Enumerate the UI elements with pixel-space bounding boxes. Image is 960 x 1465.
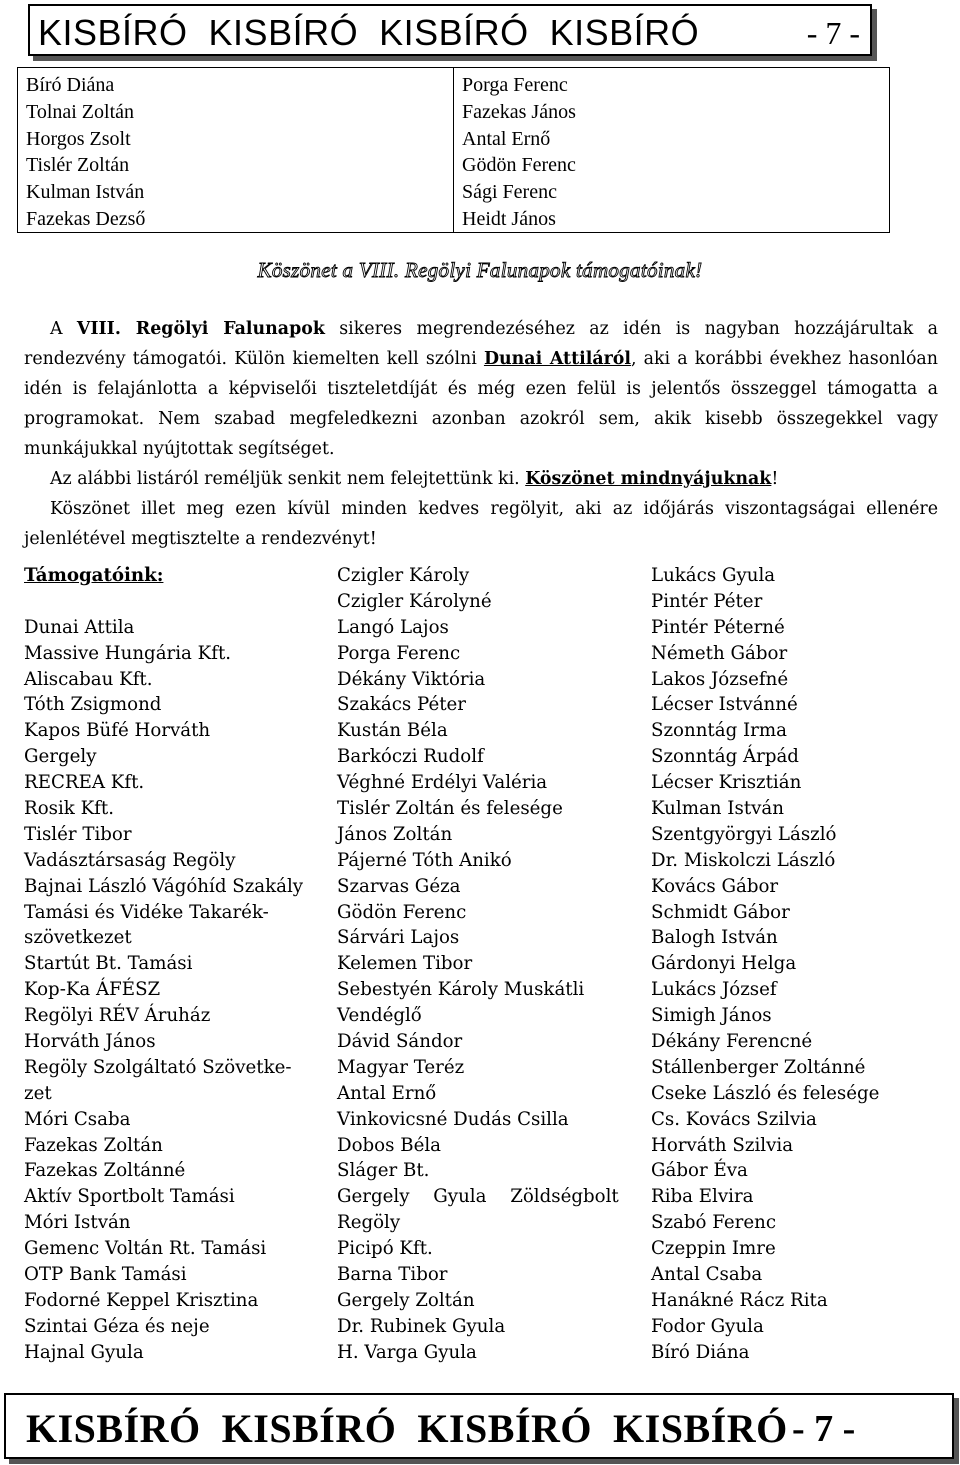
organizers-right-column bbox=[453, 68, 889, 232]
list-item: Horváth Szilvia bbox=[651, 1134, 794, 1156]
footer-title: KISBÍRÓ KISBÍRÓ KISBÍRÓ KISBÍRÓ bbox=[26, 1406, 788, 1451]
organizers-table bbox=[17, 67, 890, 233]
list-item: Simigh János bbox=[651, 1005, 772, 1027]
organizers-left-column bbox=[18, 68, 453, 232]
list-item: zet bbox=[24, 1082, 52, 1104]
list-item: Lukács József bbox=[651, 979, 777, 1001]
list-item: Kulman István bbox=[651, 798, 784, 820]
list-item: Tamási és Vidéke Takarék- bbox=[24, 901, 269, 923]
list-item: RECREA Kft. bbox=[24, 772, 145, 794]
header-banner bbox=[28, 4, 872, 56]
list-item: Dékány Viktória bbox=[337, 668, 486, 690]
list-item: Gergely bbox=[24, 746, 97, 768]
list-item: Horváth János bbox=[24, 1031, 156, 1053]
list-item: Gergely Zoltán bbox=[337, 1289, 475, 1311]
list-item: Lécser Istvánné bbox=[651, 694, 798, 716]
list-item: Aktív Sportbolt Tamási bbox=[24, 1186, 235, 1208]
list-item: Antal Csaba bbox=[651, 1264, 763, 1286]
list-item: Dr. Miskolczi László bbox=[651, 849, 836, 871]
thanks-all: Köszönet mindnyájuknak bbox=[525, 469, 772, 489]
list-item: Gergely Gyula Zöldségbolt bbox=[337, 1186, 619, 1208]
list-item: Balogh István bbox=[651, 927, 778, 949]
list-item: Gemenc Voltán Rt. Tamási bbox=[24, 1238, 267, 1260]
list-item: Gábor Éva bbox=[651, 1160, 748, 1182]
list-item: Bíró Diána bbox=[26, 74, 115, 96]
list-item: Kapos Büfé Horváth bbox=[24, 720, 211, 742]
list-item: Czeppin Imre bbox=[651, 1238, 776, 1260]
list-item: Schmidt Gábor bbox=[651, 901, 790, 923]
list-item: Langó Lajos bbox=[337, 616, 449, 638]
list-item: Barkóczi Rudolf bbox=[337, 746, 484, 768]
list-item: Dobos Béla bbox=[337, 1134, 442, 1156]
list-item: Gödön Ferenc bbox=[462, 154, 576, 177]
list-item: Fodorné Keppel Krisztina bbox=[24, 1289, 259, 1311]
list-item: Fazekas Zoltánné bbox=[24, 1160, 186, 1182]
list-item: OTP Bank Tamási bbox=[24, 1264, 187, 1286]
list-item: Magyar Teréz bbox=[337, 1056, 465, 1078]
list-item: Hanákné Rácz Rita bbox=[651, 1289, 828, 1311]
list-item: Móri Csaba bbox=[24, 1108, 131, 1130]
paragraph: Az alábbi listáról reméljük senkit nem felejtettünk ki. Köszönet mindnyájuknak! bbox=[50, 469, 779, 489]
list-item: Bíró Diána bbox=[651, 1341, 750, 1363]
list-item: H. Varga Gyula bbox=[337, 1341, 477, 1363]
list-item: Fodor Gyula bbox=[651, 1315, 764, 1337]
list-item: Tislér Zoltán és felesége bbox=[337, 798, 563, 820]
event-name: VIII. Regölyi Falunapok bbox=[76, 319, 325, 339]
list-item: Dunai Attila bbox=[24, 616, 135, 638]
list-item: Lukács Gyula bbox=[651, 565, 776, 586]
list-item: Stállenberger Zoltánné bbox=[651, 1056, 866, 1078]
list-item: Sebestyén Károly Muskátli bbox=[337, 979, 585, 1001]
list-item: Tolnai Zoltán bbox=[26, 100, 135, 123]
list-item: Szakács Péter bbox=[337, 694, 466, 716]
supporters-column-1 bbox=[24, 563, 324, 1366]
list-item: Vendéglő bbox=[337, 1005, 422, 1027]
list-item: Cs. Kovács Szilvia bbox=[651, 1108, 817, 1130]
list-item: Tislér Tibor bbox=[24, 823, 132, 845]
header-title: KISBÍRÓ KISBÍRÓ KISBÍRÓ KISBÍRÓ bbox=[38, 12, 700, 53]
header-page-number: - 7 - bbox=[806, 15, 860, 51]
supporters-column-3 bbox=[651, 563, 951, 1366]
list-item: Kulman István bbox=[26, 181, 145, 204]
footer-page-number: - 7 - bbox=[792, 1408, 856, 1450]
list-item: Antal Ernő bbox=[462, 127, 551, 150]
highlighted-name: Dunai Attiláról bbox=[483, 349, 631, 369]
list-item: János Zoltán bbox=[337, 823, 453, 845]
list-item: Pájerné Tóth Anikó bbox=[337, 849, 512, 871]
list-item: Kovács Gábor bbox=[651, 875, 779, 897]
list-item: Horgos Zsolt bbox=[26, 127, 131, 150]
list-item: Szabó Ferenc bbox=[651, 1212, 777, 1234]
list-item: Heidt János bbox=[462, 207, 556, 230]
paragraph: Köszönet illet meg ezen kívül minden kedves regölyit, aki az időjárás viszontagságai ellenére jelenlétével megtisztelte a rendezvényt! bbox=[24, 499, 938, 549]
supporters-list bbox=[0, 563, 960, 1373]
list-item: Szintai Géza és neje bbox=[24, 1315, 210, 1337]
list-item: Regöly bbox=[337, 1212, 401, 1234]
footer-banner bbox=[4, 1393, 954, 1459]
list-item: Aliscabau Kft. bbox=[24, 668, 153, 690]
list-item: Sárvári Lajos bbox=[337, 927, 460, 949]
list-item: Móri István bbox=[24, 1212, 131, 1234]
list-item: Szentgyörgyi László bbox=[651, 823, 837, 845]
list-item: Massive Hungária Kft. bbox=[24, 642, 232, 664]
list-item: Barna Tibor bbox=[337, 1264, 448, 1286]
supporters-heading: Támogatóink: bbox=[24, 565, 164, 586]
list-item: Picipó Kft. bbox=[337, 1238, 433, 1260]
list-item: Sági Ferenc bbox=[462, 181, 557, 204]
list-item: Dékány Ferencné bbox=[651, 1031, 813, 1053]
list-item: Fazekas Zoltán bbox=[24, 1134, 163, 1156]
list-item: Regölyi RÉV Áruház bbox=[24, 1005, 211, 1027]
list-item: Pintér Péterné bbox=[651, 616, 785, 638]
list-item: Kelemen Tibor bbox=[337, 953, 473, 975]
paragraph: A VIII. Regölyi Falunapok sikeres megrendezéséhez az idén is nagyban hozzájárultak a rendezvény támogatói. Külön kiemelten kell szólni Dunai Attiláról, aki a korábbi évekhez hasonlóan idén is felajánlotta a képviselői tiszteletdíját és még ezen felül is jelentős összeggel támogatta a programokat. Nem szabad megfeledkezni azonban azokról sem, akik kisebb összegekkel vagy munkájukkal nyújtottak segítséget. bbox=[24, 319, 939, 459]
list-item: Regöly Szolgáltató Szövetke- bbox=[24, 1056, 292, 1078]
list-item: Czigler Károlyné bbox=[337, 590, 492, 612]
list-item: Riba Elvira bbox=[651, 1186, 754, 1208]
list-item: Dávid Sándor bbox=[337, 1031, 463, 1053]
list-item: Tislér Zoltán bbox=[26, 154, 130, 177]
list-item: Dr. Rubinek Gyula bbox=[337, 1315, 506, 1337]
list-item: Németh Gábor bbox=[651, 642, 788, 664]
list-item: Véghné Erdélyi Valéria bbox=[337, 772, 548, 794]
list-item: Gödön Ferenc bbox=[337, 901, 467, 923]
list-item: Porga Ferenc bbox=[462, 74, 568, 96]
list-item: Lécser Krisztián bbox=[651, 772, 802, 794]
list-item: szövetkezet bbox=[24, 927, 132, 949]
list-item: Sláger Bt. bbox=[337, 1160, 430, 1182]
article-title: Köszönet a VIII. Regölyi Falunapok támogatóinak! bbox=[257, 258, 703, 282]
article-body bbox=[24, 314, 938, 554]
list-item: Kop-Ka ÁFÉSZ bbox=[24, 979, 161, 1001]
list-item: Tóth Zsigmond bbox=[24, 694, 162, 716]
list-item: Kustán Béla bbox=[337, 720, 448, 742]
list-item: Szonntág Irma bbox=[651, 720, 787, 742]
list-item: Lakos Józsefné bbox=[651, 668, 789, 690]
list-item: Szonntág Árpád bbox=[651, 746, 799, 768]
supporters-column-2 bbox=[337, 563, 637, 1366]
list-item: Rosik Kft. bbox=[24, 798, 115, 820]
list-item: Fazekas Dezső bbox=[26, 207, 146, 230]
list-item: Startút Bt. Tamási bbox=[24, 953, 193, 975]
list-item: Szarvas Géza bbox=[337, 875, 461, 897]
list-item: Vadásztársaság Regöly bbox=[24, 849, 236, 871]
list-item: Gárdonyi Helga bbox=[651, 953, 797, 975]
list-item: Cseke László és felesége bbox=[651, 1082, 880, 1104]
list-item: Fazekas János bbox=[462, 100, 576, 123]
list-item: Bajnai László Vágóhíd Szakály bbox=[24, 875, 304, 897]
list-item: Hajnal Gyula bbox=[24, 1341, 144, 1363]
list-item: Porga Ferenc bbox=[337, 642, 461, 664]
list-item: Pintér Péter bbox=[651, 590, 763, 612]
list-item: Antal Ernő bbox=[337, 1082, 437, 1104]
list-item: Czigler Károly bbox=[337, 565, 470, 586]
list-item: Vinkovicsné Dudás Csilla bbox=[337, 1108, 569, 1130]
